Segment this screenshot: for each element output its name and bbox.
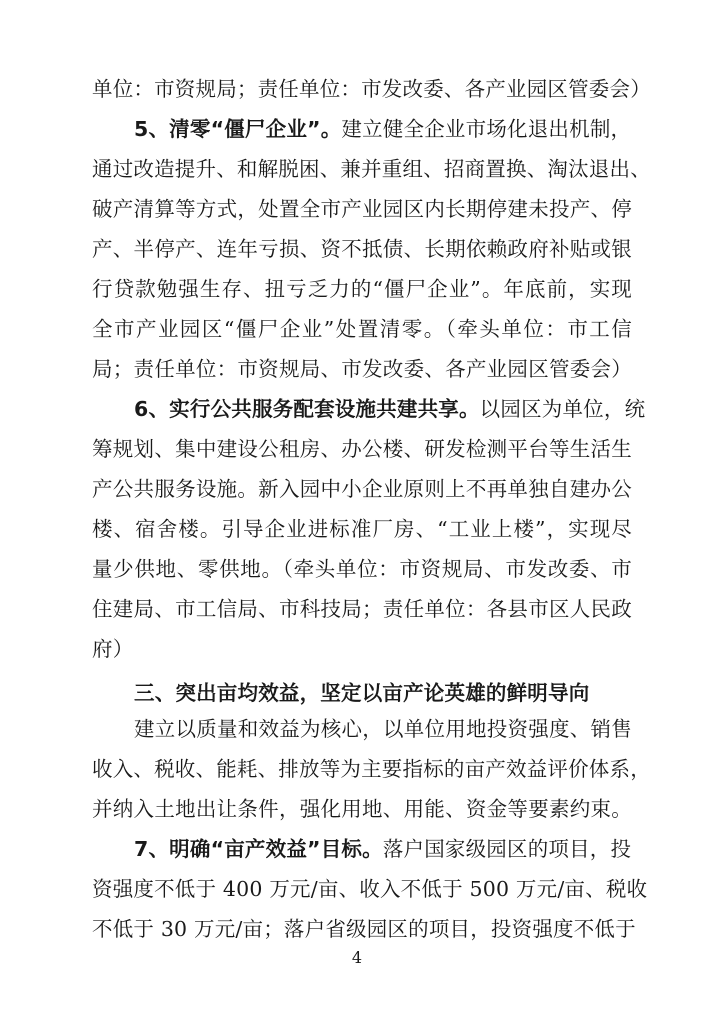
text-line: 量少供地、零供地。（牵头单位：市资规局、市发改委、市 <box>92 557 632 581</box>
item-7-text: 落户国家级园区的项目，投 <box>382 837 632 861</box>
text-line: 不低于 30 万元/亩；落户省级园区的项目，投资强度不低于 <box>92 917 636 941</box>
item-6-paragraph-start <box>134 394 646 424</box>
text-line: 资强度不低于 400 万元/亩、收入不低于 500 万元/亩、税收 <box>92 877 648 901</box>
text-line: 全市产业园区“僵尸企业”处置清零。（牵头单位：市工信 <box>92 317 632 341</box>
text-line: 并纳入土地出让条件，强化用地、用能、资金等要素约束。 <box>92 797 632 821</box>
text-line: 通过改造提升、和解脱困、兼并重组、招商置换、淘汰退出、 <box>92 157 651 181</box>
item-6-text: 以园区为单位，统 <box>479 397 646 421</box>
text-line: 产、半停产、连年亏损、资不抵债、长期依赖政府补贴或银 <box>92 237 632 261</box>
section-heading: 三、突出亩均效益，坚定以亩产论英雄的鲜明导向 <box>134 681 590 705</box>
item-6-title: 6、实行公共服务配套设施共建共享。 <box>134 397 480 421</box>
text-line: 建立以质量和效益为核心，以单位用地投资强度、销售 <box>134 717 632 741</box>
text-line: 行贷款勉强生存、扭亏乏力的“僵尸企业”。年底前，实现 <box>92 277 632 301</box>
text-line: 收入、税收、能耗、排放等为主要指标的亩产效益评价体系， <box>92 757 651 781</box>
text-line: 住建局、市工信局、市科技局；责任单位：各县市区人民政 <box>92 597 632 621</box>
text-line: 破产清算等方式，处置全市产业园区内长期停建未投产、停 <box>92 197 632 221</box>
item-5-paragraph-start <box>134 114 632 144</box>
text-line: 局；责任单位：市资规局、市发改委、各产业园区管委会） <box>92 357 632 381</box>
text-line: 府） <box>92 637 134 661</box>
page-number: 4 <box>351 948 363 967</box>
item-5-title: 5、清零“僵尸企业”。 <box>134 117 342 141</box>
item-5-text: 建立健全企业市场化退出机制， <box>341 117 632 141</box>
text-line: 筹规划、集中建设公租房、办公楼、研发检测平台等生活生 <box>92 437 632 461</box>
text-line: 产公共服务设施。新入园中小企业原则上不再单独自建办公 <box>92 477 632 501</box>
text-line: 单位：市资规局；责任单位：市发改委、各产业园区管委会） <box>92 77 651 101</box>
item-7-paragraph-start <box>134 834 632 864</box>
text-line: 楼、宿舍楼。引导企业进标准厂房、“工业上楼”，实现尽 <box>92 517 632 541</box>
item-7-title: 7、明确“亩产效益”目标。 <box>134 837 383 861</box>
